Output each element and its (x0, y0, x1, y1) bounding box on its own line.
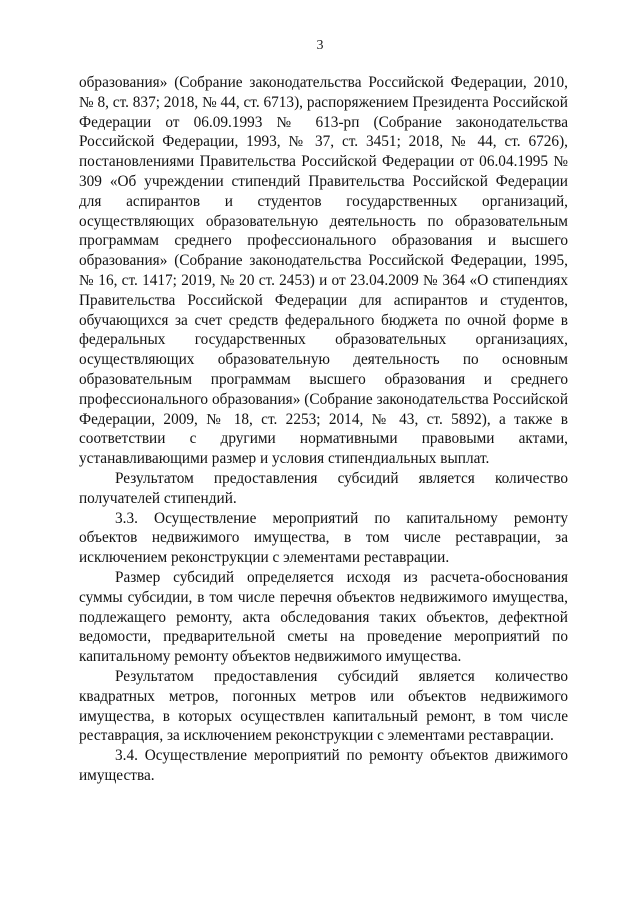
paragraph-section-3-4: 3.4. Осуществление мероприятий по ремонту объектов движимого имущества. (79, 747, 568, 784)
paragraph-section-3-3: 3.3. Осуществление мероприятий по капитальному ремонту объектов недвижимого имущества, в том числе реставрации, за исключением реконструкции с элементами реставрации. (79, 509, 568, 567)
page-number: 3 (316, 38, 324, 53)
paragraph-result-stipends: Результатом предоставления субсидий является количество получателей стипендий. (79, 469, 568, 507)
paragraph-subsidy-size: Размер субсидий определяется исходя из расчета-обоснования суммы субсидии, в том числе перечня объектов недвижимого имущества, подлежащего ремонту, акта обследования таких объектов, дефектной ведомости, предварительной сметы на проведение мероприятий по капитальному ремонту объектов недвижимого имущества. (79, 568, 568, 666)
paragraph-result-repair: Результатом предоставления субсидий является количество квадратных метров, погонных метров или объектов недвижимого имущества, в которых осуществлен капитальный ремонт, в том числе реставрация, за исключением реконструкции с элементами реставрации. (79, 667, 568, 745)
paragraph-continuation: образования» (Собрание законодательства Российской Федерации, 2010, № 8, ст. 837; 2018, № 44, ст. 6713), распоряжением Президента Российской Федерации от 06.09.1993 № 613-рп (Собрание законодательства Российской Федерации, 1993, № 37, ст. 3451; 2018, № 44, ст. 6726), постановлениями Правительства Российской Федерации от 06.04.1995 № 309 «Об учреждении стипендий Правительства Российской Федерации для аспирантов и студентов государственных организаций, осуществляющих образовательную деятельность по образовательным программам среднего профессионального образования и высшего образования» (Собрание законодательства Российской Федерации, 1995, № 16, ст. 1417; 2019, № 20 ст. 2453) и от 23.04.2009 № 364 «О стипендиях Правительства Российской Федерации для аспирантов и студентов, обучающихся за счет средств федерального бюджета по очной форме в федеральных государственных образовательных организациях, осуществляющих образовательную деятельность по основным образовательным программам высшего образования и среднего профессионального образования» (Собрание законодательства Российской Федерации, 2009, № 18, ст. 2253; 2014, № 43, ст. 5892), а также в соответствии с другими нормативными правовыми актами, устанавливающими размер и условия стипендиальных выплат. (79, 74, 568, 468)
document-body (79, 73, 568, 786)
